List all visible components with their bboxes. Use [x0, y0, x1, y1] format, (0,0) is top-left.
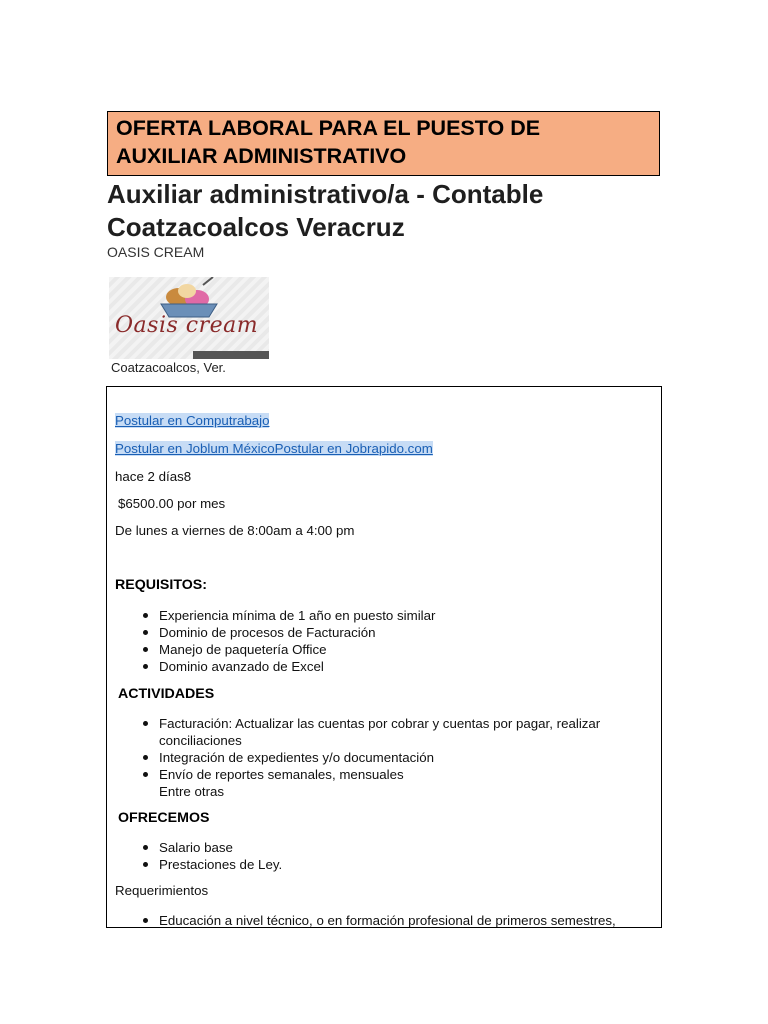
list-item: Dominio avanzado de Excel — [115, 658, 645, 675]
salary: $6500.00 por mes — [118, 496, 226, 511]
list-item: Manejo de paquetería Office — [115, 641, 645, 658]
job-location: Coatzacoalcos, Ver. — [111, 360, 226, 375]
job-details-box — [106, 386, 662, 928]
list-item: Envío de reportes semanales, mensuales — [115, 766, 645, 783]
ofrecemos-list — [115, 839, 645, 873]
list-item-extra: Entre otras — [159, 784, 225, 799]
list-item: Dominio de procesos de Facturación — [115, 624, 645, 641]
company-logo — [109, 277, 269, 359]
apply-computrabajo-link[interactable]: Postular en Computrabajo — [115, 413, 270, 428]
schedule: De lunes a viernes de 8:00am a 4:00 pm — [115, 523, 355, 538]
job-title-line-1: Auxiliar administrativo/a - Contable — [107, 179, 544, 209]
list-item: Integración de expedientes y/o documentación — [115, 749, 645, 766]
company-name: OASIS CREAM — [107, 244, 205, 260]
list-item: Salario base — [115, 839, 645, 856]
posted-date: hace 2 días8 — [115, 469, 192, 484]
apply-joblum-jobrapido-link[interactable]: Postular en Joblum MéxicoPostular en Jobrapido.com — [115, 441, 433, 456]
job-title-line-2: Coatzacoalcos Veracruz — [107, 212, 405, 242]
offer-banner — [107, 111, 660, 176]
requerimientos-heading: Requerimientos — [115, 883, 209, 898]
requerimientos-list — [115, 912, 645, 928]
requisitos-heading: REQUISITOS: — [115, 577, 207, 593]
list-item: Facturación: Actualizar las cuentas por cobrar y cuentas por pagar, realizar conciliaciones — [115, 715, 645, 749]
logo-footer-strip — [193, 351, 269, 359]
list-item: Prestaciones de Ley. — [115, 856, 645, 873]
banner-line-2: AUXILIAR ADMINISTRATIVO — [116, 144, 407, 168]
requisitos-list — [115, 607, 645, 675]
actividades-heading: ACTIVIDADES — [118, 686, 215, 702]
actividades-list — [115, 715, 645, 800]
ofrecemos-heading: OFRECEMOS — [118, 810, 210, 826]
job-title — [107, 178, 707, 244]
list-item: Educación a nivel técnico, o en formación profesional de primeros semestres, — [115, 912, 645, 928]
list-item: Experiencia mínima de 1 año en puesto similar — [115, 607, 645, 624]
banner-line-1: OFERTA LABORAL PARA EL PUESTO DE — [116, 116, 541, 140]
logo-wordmark: Oasis cream — [115, 313, 259, 338]
